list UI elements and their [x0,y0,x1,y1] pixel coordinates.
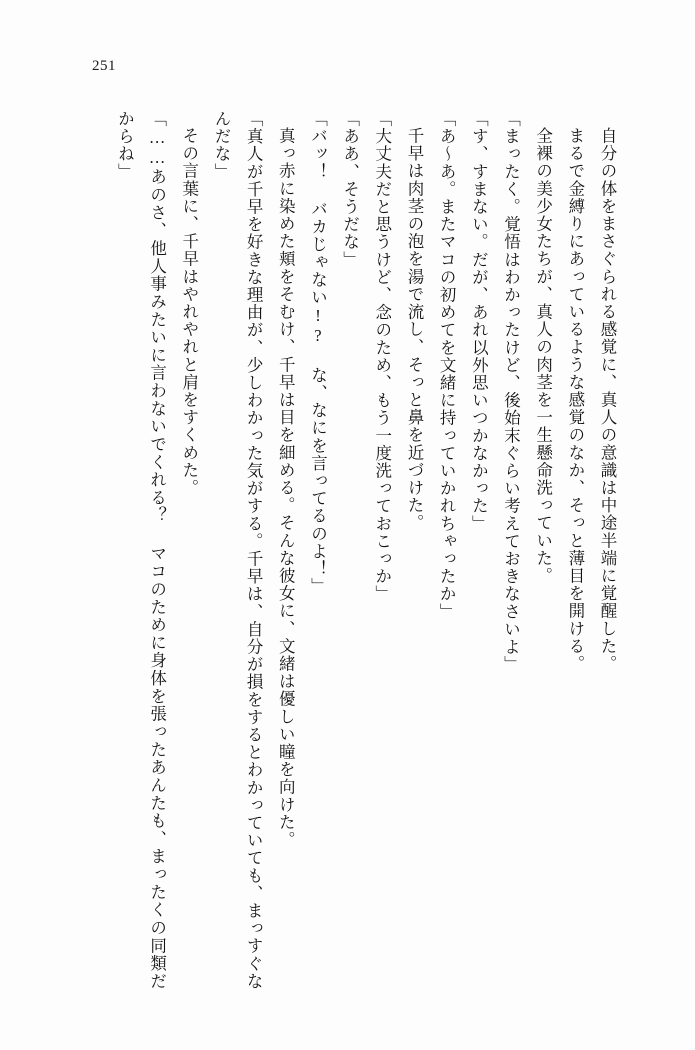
paragraph: 「まったく。覚悟はわかったけど、後始末ぐらい考えておきなさいよ」 [501,110,521,674]
paragraph: 「真人が千早を好きな理由が、少しわかった気がする。千早は、自分が損をするとわかっていても、まっすぐなんだな」 [211,110,264,990]
paragraph: 千早は肉茎の泡を湯で流し、そっと鼻を近づけた。 [404,126,424,532]
paragraph: まるで金縛りにあっているような感覚のなか、そっと薄目を開ける。 [565,126,585,673]
page-body-text [66,110,623,990]
paragraph: 全裸の美少女たちが、真人の肉茎を一生懸命洗っていた。 [533,126,553,585]
paragraph: 自分の体をまさぐられる感覚に、真人の意識は中途半端に覚醒した。 [598,126,617,673]
paragraph: 「大丈夫だと思うけど、念のため、もう一度洗っておこっか」 [372,110,392,603]
paragraph: 「ああ、そうだな」 [340,110,360,269]
paragraph: その言葉に、千早はやれやれと肩をすくめた。 [179,126,199,497]
paragraph: 「す、すまない。だが、あれ以外思いつかなかった」 [469,110,489,533]
paragraph: 「あ～あ。またマコの初めてを文緒に持っていかれちゃったか」 [437,110,457,621]
paragraph: 「バッ！ バカじゃない!? な、なにを言ってるのよ！」 [308,110,328,596]
paragraph: 「……あのさ、他人事みたいに言わないでくれる？ マコのために身体を張ったあんたも、まったくの同類だからね」 [115,110,167,990]
page-number: 251 [92,58,116,74]
paragraph: 真っ赤に染めた頬をそむけ、千早は目を細める。そんな彼女に、文緒は優しい瞳を向けた。 [276,126,296,849]
